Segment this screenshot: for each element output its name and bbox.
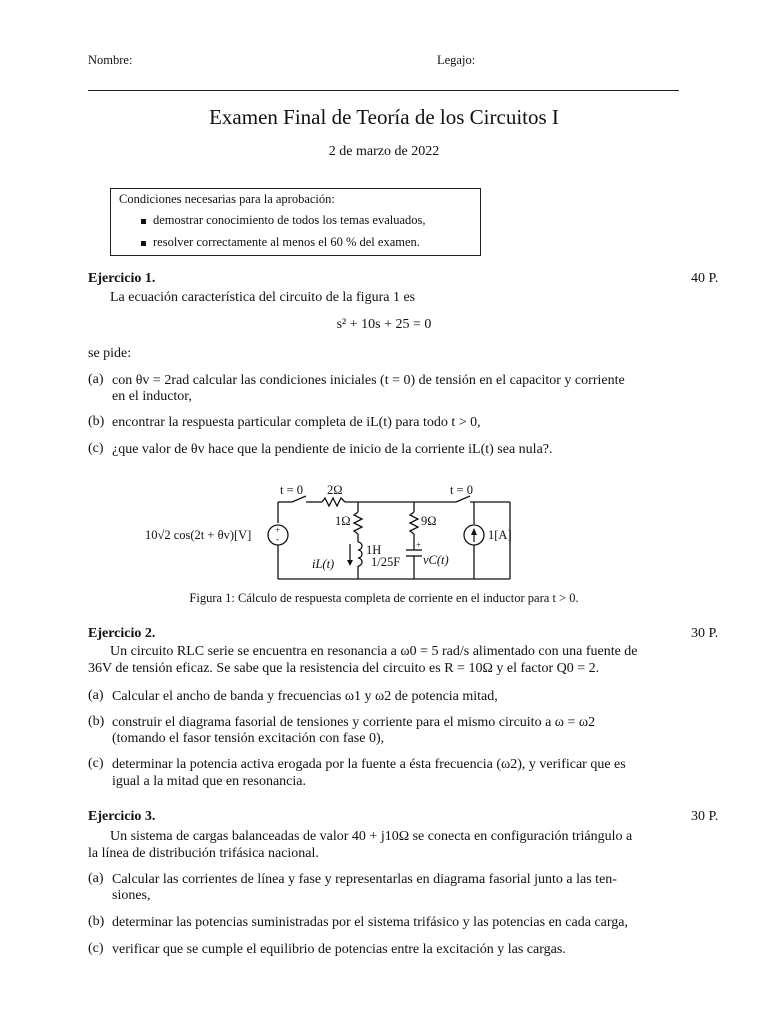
ex1-c-text: ¿que valor de θv hace que la pendiente de inicio de la corriente iL(t) sea nula?. [112,442,553,457]
ex3-b-text: determinar las potencias suministradas por el sistema trifásico y las potencias en cada carga, [112,915,629,930]
exercise-2-heading: Ejercicio 2. [88,626,156,641]
exercise-3-intro1: Un sistema de cargas balanceadas de valor 40 + j10Ω se conecta en configuración triángulo a [110,829,633,844]
exercise-3-points: 30 P. [691,809,719,824]
exercise-1-equation: s² + 10s + 25 = 0 [336,317,432,332]
condition-item: resolver correctamente al menos el 60 % del examen. [141,235,420,250]
bullet-icon [141,241,146,246]
circuit-diagram [140,478,530,588]
ex3-a-line1: Calcular las corrientes de línea y fase y representarlas en diagrama fasorial junto a las ten- [112,872,617,887]
r2-label: 2Ω [327,483,343,497]
name-label: Nombre: [88,53,133,67]
exercise-1-se-pide: se pide: [88,346,132,361]
bullet-icon [141,219,146,224]
ex1-c-label: (c) [88,441,104,456]
ex1-a-line2: en el inductor, [112,389,192,404]
switch-left-label: t = 0 [280,483,304,497]
vc-label: vC(t) [423,553,449,567]
source-label: 10√2 cos(2t + θv)[V] [145,528,252,542]
ex1-a-label: (a) [88,372,104,387]
ex2-a-label: (a) [88,688,104,703]
exercise-3-intro2: la línea de distribución trifásica nacional. [88,846,319,861]
ex3-a-line2: siones, [112,888,151,903]
exam-date: 2 de marzo de 2022 [328,144,440,159]
ex2-b-line1: construir el diagrama fasorial de tensiones y corriente para el mismo circuito a ω = ω2 [112,715,596,730]
r1-label: 1Ω [335,514,351,528]
legajo-label: Legajo: [437,53,476,67]
figure-caption: Figura 1: Cálculo de respuesta completa de corriente en el inductor para t > 0. [189,591,579,605]
svg-text:-: - [276,534,279,544]
svg-text:+: + [275,525,281,535]
r9-label: 9Ω [421,514,437,528]
ex2-b-line2: (tomando el fasor tensión excitación con fase 0), [112,731,385,746]
page-title: Examen Final de Teoría de los Circuitos I [209,105,559,129]
ex1-a-line1: con θv = 2rad calcular las condiciones iniciales (t = 0) de tensión en el capacitor y corriente [112,373,625,388]
ex3-c-label: (c) [88,941,104,956]
ex2-c-line1: determinar la potencia activa erogada por la fuente a ésta frecuencia (ω2), y verificar que es [112,757,626,772]
exercise-2-intro2: 36V de tensión eficaz. Se sabe que la resistencia del circuito es R = 10Ω y el factor Q0 = 2. [88,661,600,676]
ex3-b-label: (b) [88,914,105,929]
exercise-1-intro: La ecuación característica del circuito de la figura 1 es [110,290,416,305]
exercise-1-points: 40 P. [691,271,719,286]
exercise-1-heading: Ejercicio 1. [88,271,156,286]
ex2-a-text: Calcular el ancho de banda y frecuencias ω1 y ω2 de potencia mitad, [112,689,498,704]
capacitor-label: 1/25F [371,555,401,569]
il-label: iL(t) [312,557,335,571]
conditions-box [110,188,481,256]
header-rule [88,90,679,91]
ex3-a-label: (a) [88,871,104,886]
ex3-c-text: verificar que se cumple el equilibrio de potencias entre la excitación y las cargas. [112,942,566,957]
ex2-c-label: (c) [88,756,104,771]
exercise-2-points: 30 P. [691,626,719,641]
exercise-3-heading: Ejercicio 3. [88,809,156,824]
switch-right-label: t = 0 [450,483,474,497]
ex2-c-line2: igual a la mitad que en resonancia. [112,774,306,789]
current-source-label: 1[A] [488,528,512,542]
inductor-label: 1H [366,543,382,557]
svg-text:+: + [416,540,422,550]
condition-item: demostrar conocimiento de todos los temas evaluados, [141,213,426,228]
exercise-2-intro1: Un circuito RLC serie se encuentra en resonancia a ω0 = 5 rad/s alimentado con una fuente de [110,644,638,659]
ex1-b-text: encontrar la respuesta particular completa de iL(t) para todo t > 0, [112,415,481,430]
ex2-b-label: (b) [88,714,105,729]
conditions-heading: Condiciones necesarias para la aprobación: [119,192,335,206]
ex1-b-label: (b) [88,414,105,429]
